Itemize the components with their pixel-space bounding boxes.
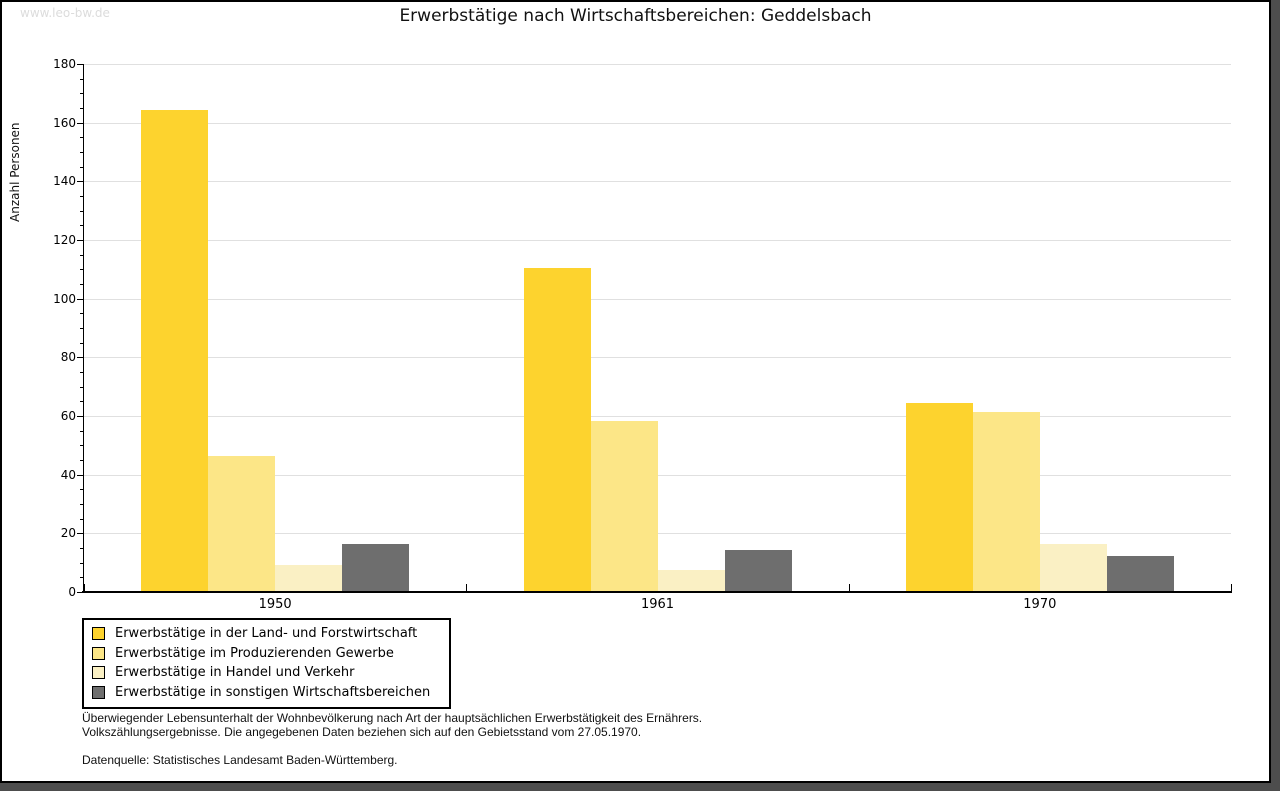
legend-label: Erwerbstätige in der Land- und Forstwirtschaft (115, 626, 418, 642)
y-axis-tick-label: 140 (53, 174, 76, 189)
y-axis-tick-label: 20 (60, 526, 76, 541)
x-axis-category-label: 1961 (640, 597, 675, 612)
gridline-180 (84, 64, 1231, 65)
gridline-140 (84, 181, 1231, 182)
bar-1970-series-3 (1040, 544, 1107, 591)
bar-1970-series-2 (973, 412, 1040, 591)
legend-item-1 (92, 624, 449, 644)
bar-1950-series-1 (141, 110, 208, 591)
y-axis-tick-label: 60 (60, 409, 76, 423)
gridline-160 (84, 123, 1231, 124)
bar-1950-series-2 (208, 456, 275, 591)
legend-swatch-icon (92, 686, 105, 699)
legend-swatch-icon (92, 647, 105, 660)
x-axis-tick (1231, 584, 1232, 592)
bar-1961-series-4 (725, 550, 792, 591)
y-axis-tick-label: 180 (53, 57, 76, 71)
bar-1961-series-2 (591, 421, 658, 591)
footnote-line-2: Volkszählungsergebnisse. Die angegebenen Daten beziehen sich auf den Gebietsstand vom 27.05.1970. (82, 725, 642, 739)
y-axis-tick-label: 160 (53, 115, 76, 130)
y-axis-tick-label: 80 (60, 350, 76, 365)
data-source: Datenquelle: Statistisches Landesamt Baden-Württemberg. (82, 753, 398, 767)
bar-1970-series-4 (1107, 556, 1174, 591)
bar-1961-series-3 (658, 570, 725, 591)
legend-label: Erwerbstätige im Produzierenden Gewerbe (115, 645, 394, 661)
x-axis-tick (84, 584, 85, 592)
x-axis-tick (466, 584, 467, 592)
y-axis-tick-label: 0 (68, 585, 76, 599)
x-axis-tick (849, 584, 850, 592)
legend-swatch-icon (92, 627, 105, 640)
gridline-80 (84, 357, 1231, 358)
bar-1961-series-1 (524, 268, 591, 591)
legend-item-2 (92, 644, 449, 664)
legend-label: Erwerbstätige in Handel und Verkehr (115, 665, 355, 681)
bar-1970-series-1 (906, 403, 973, 591)
x-axis-category-label: 1950 (258, 597, 292, 612)
legend-item-3 (92, 663, 449, 683)
gridline-100 (84, 299, 1231, 300)
watermark: www.leo-bw.de (20, 6, 110, 20)
legend-item-4 (92, 683, 449, 703)
y-axis-line (83, 64, 84, 592)
chart-title: Erwerbstätige nach Wirtschaftsbereichen: Geddelsbach (399, 6, 872, 26)
y-axis-tick-label: 40 (60, 467, 76, 482)
y-axis-title: Anzahl Personen (8, 122, 22, 222)
y-axis-tick-label: 100 (53, 291, 76, 306)
x-axis-line (82, 591, 1232, 593)
bar-1950-series-4 (342, 544, 409, 591)
legend (82, 618, 451, 709)
x-axis-category-label: 1970 (1023, 597, 1057, 612)
footnote-line-1: Überwiegender Lebensunterhalt der Wohnbevölkerung nach Art der hauptsächlichen Erwerbstätigkeit des Ernährers. (82, 711, 703, 725)
legend-swatch-icon (92, 666, 105, 679)
legend-label: Erwerbstätige in sonstigen Wirtschaftsbereichen (115, 684, 431, 700)
bar-1950-series-3 (275, 565, 342, 591)
y-axis-tick-label: 120 (53, 233, 76, 247)
gridline-120 (84, 240, 1231, 241)
gridline-60 (84, 416, 1231, 417)
